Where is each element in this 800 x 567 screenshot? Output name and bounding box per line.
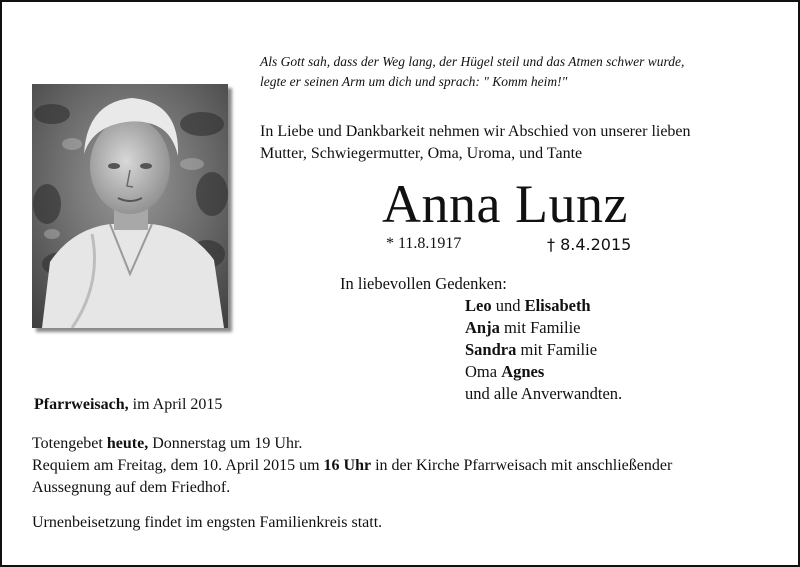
place-town: Pfarrweisach, (34, 396, 129, 413)
quote-line-2: legte er seinen Arm um dich und sprach: " Komm heim!" (260, 74, 568, 89)
urn-notice: Urnenbeisetzung findet im engsten Familienkreis statt. (32, 514, 383, 531)
place-date (34, 396, 222, 414)
mourners-list (465, 295, 622, 405)
place-date-text: im April 2015 (128, 396, 223, 413)
mourner-line: Anja mit Familie (465, 318, 581, 337)
requiem-notice: Requiem am Freitag, dem 10. April 2015 um 16 Uhr in der Kirche Pfarrweisach mit anschließender (32, 457, 673, 474)
birth-date: * 11.8.1917 (386, 235, 462, 252)
deceased-name: Anna Lunz (382, 174, 628, 234)
memory-heading: In liebevollen Gedenken: (340, 274, 507, 293)
mourner-line: Oma Agnes (465, 362, 545, 381)
mourner-line: und alle Anverwandten. (465, 384, 623, 403)
quote-text (260, 52, 684, 92)
portrait-photo (32, 84, 228, 328)
intro-line-1: In Liebe und Dankbarkeit nehmen wir Abschied von unserer lieben (260, 123, 691, 140)
mourner-line: Leo und Elisabeth (465, 296, 591, 315)
mourner-line: Sandra mit Familie (465, 340, 598, 359)
intro-text (260, 121, 691, 165)
intro-line-2: Mutter, Schwiegermutter, Oma, Uroma, und Tante (260, 145, 583, 162)
quote-line-1: Als Gott sah, dass der Weg lang, der Hügel steil und das Atmen schwer wurde, (260, 54, 685, 69)
death-date: † 8.4.2015 (547, 235, 632, 254)
prayer-notice: Totengebet heute, Donnerstag um 19 Uhr. (32, 435, 303, 452)
service-notices (32, 433, 672, 499)
portrait-photo-image (32, 84, 228, 328)
requiem-notice-cont: Aussegnung auf dem Friedhof. (32, 479, 231, 496)
